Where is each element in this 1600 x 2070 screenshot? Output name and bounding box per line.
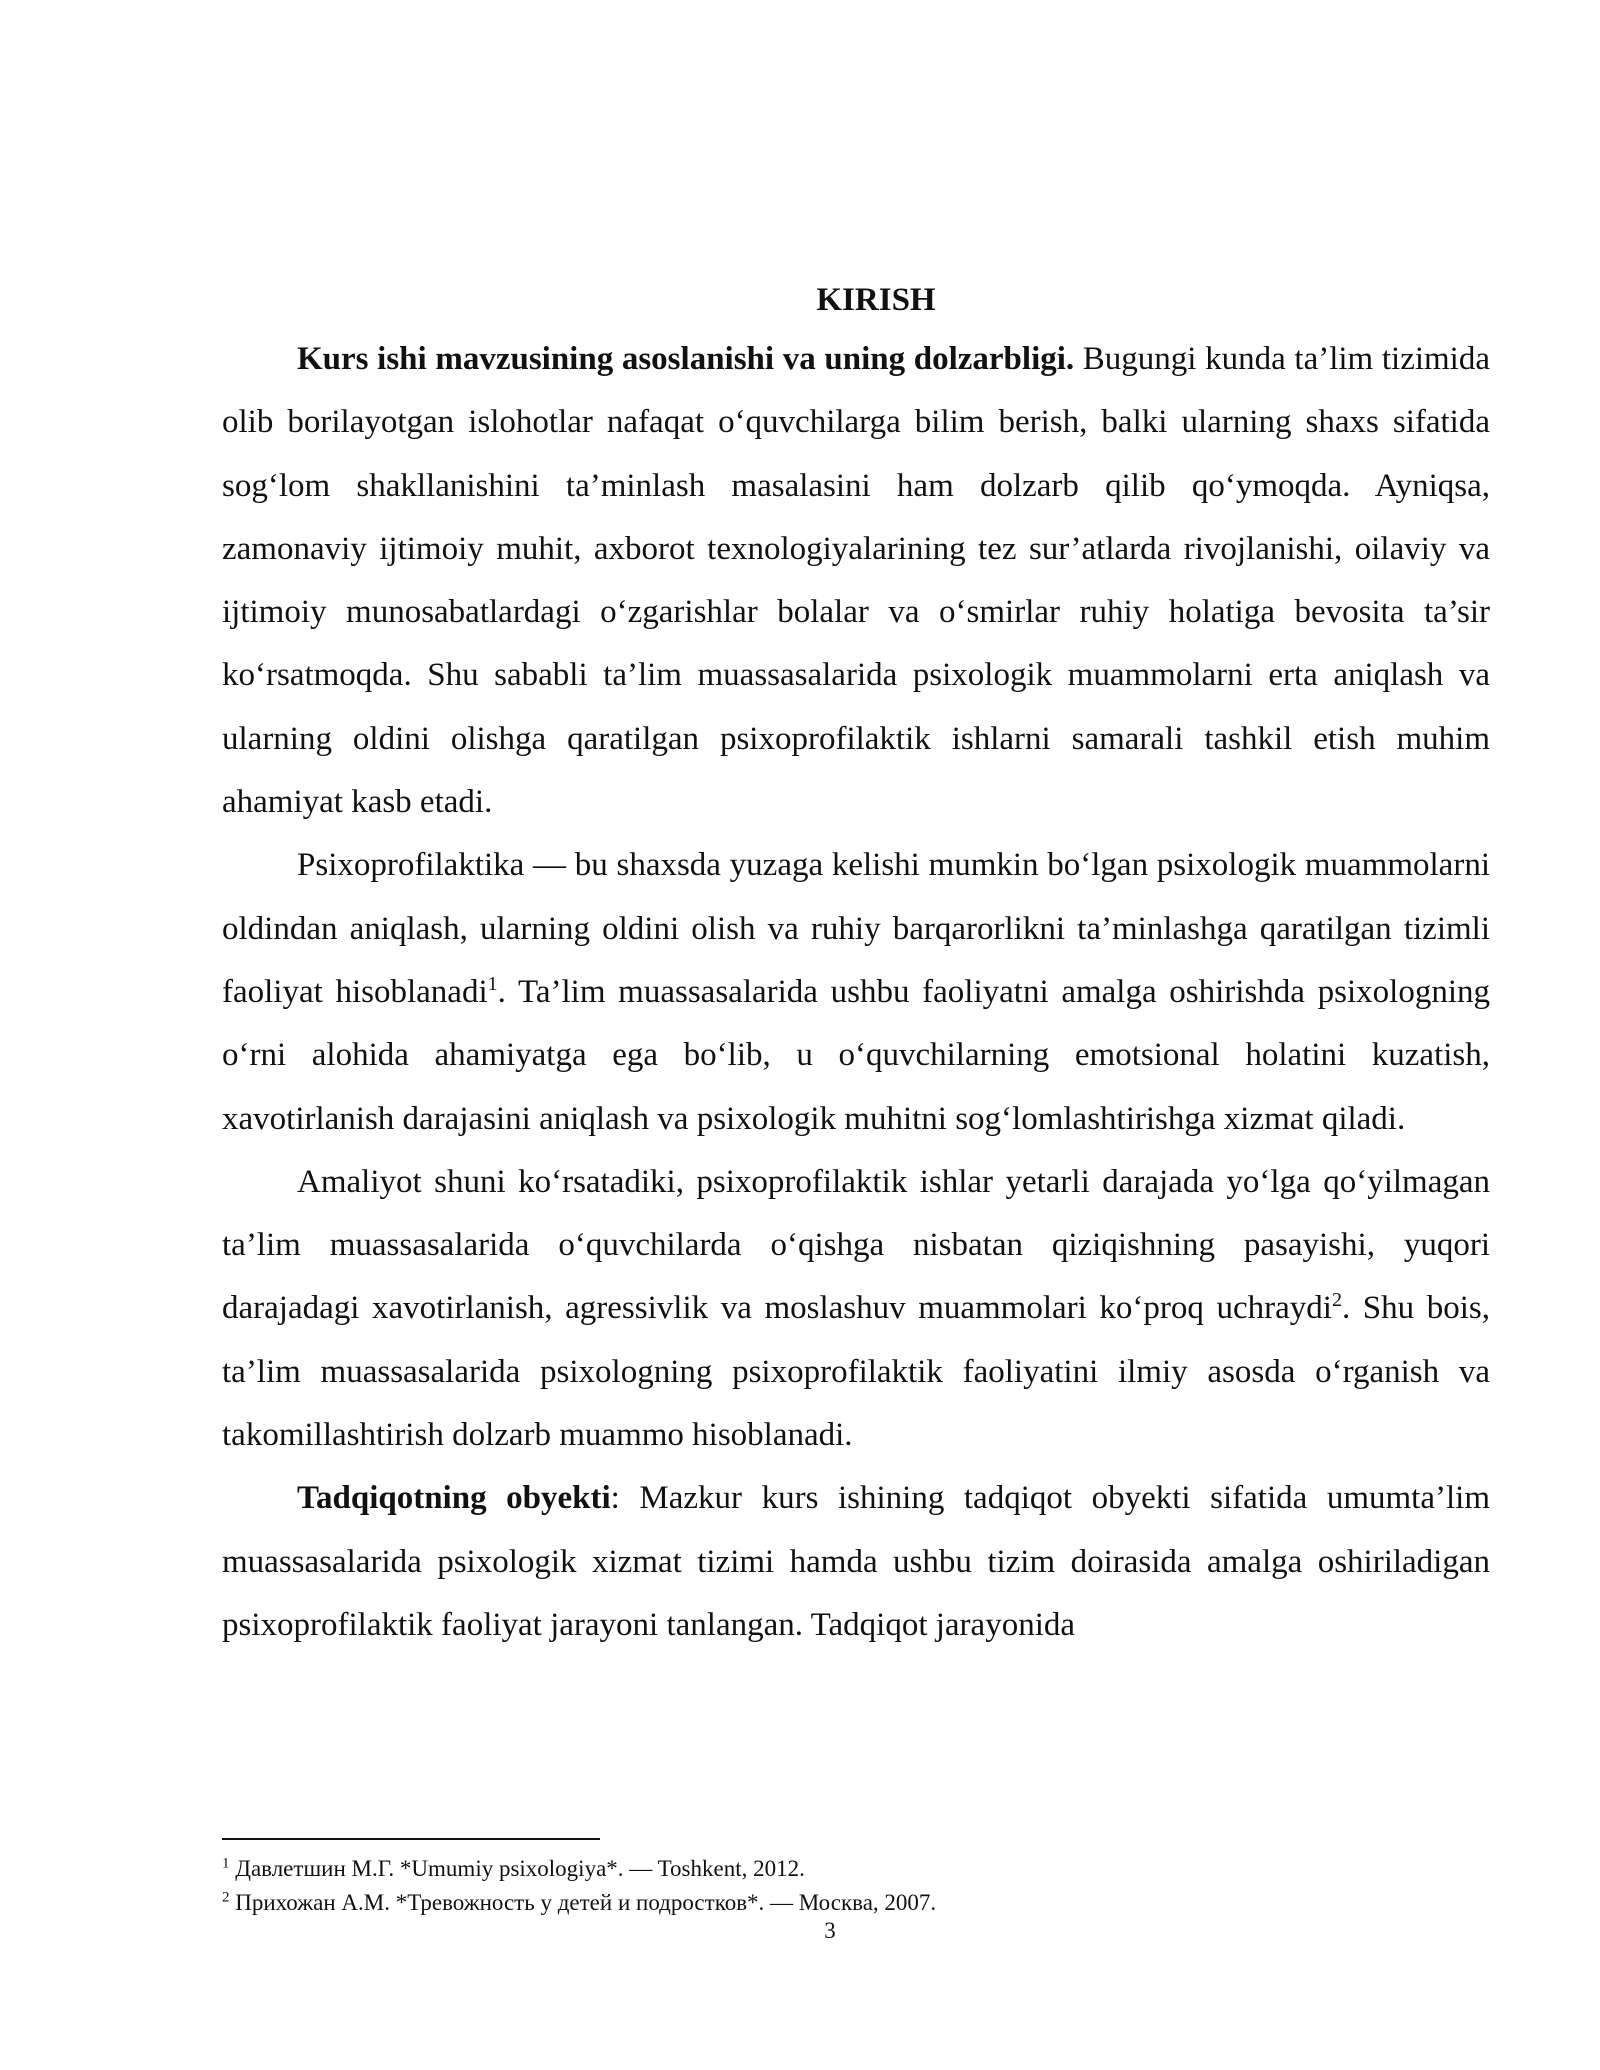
- footnote-1: [222, 1852, 1490, 1886]
- paragraph-research-object: [222, 1467, 1490, 1657]
- paragraph-practice: [222, 1151, 1490, 1467]
- paragraph-lead-bold: Kurs ishi mavzusining asoslanishi va uning dolzarbligi.: [297, 341, 1075, 377]
- paragraph-relevance: [222, 328, 1490, 834]
- paragraph-text: Psixoprofilaktika — bu shaxsda yuzaga kelishi mumkin bo‘lgan psixologik muammolarni oldindan aniqlash, ularning oldini olish va ruhiy barqarorlikni ta’minlashga qaratilgan tizimli faoliyat hisoblanadi: [222, 847, 1490, 1010]
- paragraph-text: Amaliyot shuni ko‘rsatadiki, psixoprofilaktik ishlar yetarli darajada yo‘lga qo‘yilmagan ta’lim muassasalarida o‘quvchilarda o‘qishga nisbatan qiziqishning pasayishi, yuqori darajadagi xavotirlanish, agressivlik va moslashuv muammolari ko‘proq uchraydi: [222, 1163, 1490, 1327]
- paragraph-text: . Ta’lim muassasalarida ushbu faoliyatni amalga oshirishda psixologning o‘rni alohida ahamiyatga ega bo‘lib, u o‘quvchilarning emotsional holatini kuzatish, xavotirlanish darajasini aniqlash va psixologik muhitni sog‘lomlashtirishga xizmat qiladi.: [222, 973, 1490, 1137]
- footnote-ref-1[interactable]: 1: [487, 972, 498, 995]
- body-text: [222, 272, 1490, 1657]
- footnote-text: Давлетшин М.Г. *Umumiy psixologiya*. — Toshkent, 2012.: [229, 1856, 805, 1881]
- paragraph-text: : Mazkur kurs ishining tadqiqot obyekti sifatida umumta’lim muassasalarida psixologik xizmat tizimi hamda ushbu tizim doirasida amalga oshiriladigan psixoprofilaktik faoliyat jarayoni tanlangan. Tadqiqot jarayonida: [222, 1480, 1490, 1643]
- footnote-mark: 1: [222, 1855, 230, 1872]
- paragraph-text: . Shu bois, ta’lim muassasalarida psixologning psixoprofilaktik faoliyatini ilmiy asosda o‘rganish va takomillashtirish dolzarb muammo hisoblanadi.: [222, 1290, 1490, 1454]
- footnote-text: Прихожан А.М. *Тревожность у детей и подростков*. — Москва, 2007.: [229, 1890, 937, 1915]
- footnotes: [222, 1852, 1490, 1920]
- footnote-ref-2[interactable]: 2: [1331, 1289, 1342, 1312]
- footnote-mark: 2: [222, 1889, 230, 1906]
- paragraph-text: Bugungi kunda ta’lim tizimida olib borilayotgan islohotlar nafaqat o‘quvchilarga bilim berish, balki ularning shaxs sifatida sog‘lom shakllanishini ta’minlash masalasini ham dolzarb qilib qo‘ymoqda. Ayniqsa, zamonaviy ijtimoiy muhit, axborot texnologiyalarining tez sur’atlarda rivojlanishi, oilaviy va ijtimoiy munosabatlardagi o‘zgarishlar bolalar va o‘smirlar ruhiy holatiga bevosita ta’sir ko‘rsatmoqda. Shu sababli ta’lim muassasalarida psixologik muammolarni erta aniqlash va ularning oldini olishga qaratilgan psixoprofilaktik ishlarni samarali tashkil etish muhim ahamiyat kasb etadi.: [222, 341, 1490, 821]
- footnote-separator: [222, 1838, 600, 1840]
- section-heading: KIRISH: [816, 282, 936, 318]
- page-number: 3: [824, 1918, 836, 1943]
- paragraph-psychoprophylaxis: [222, 834, 1490, 1150]
- paragraph-lead-bold: Tadqiqotning obyekti: [297, 1480, 611, 1517]
